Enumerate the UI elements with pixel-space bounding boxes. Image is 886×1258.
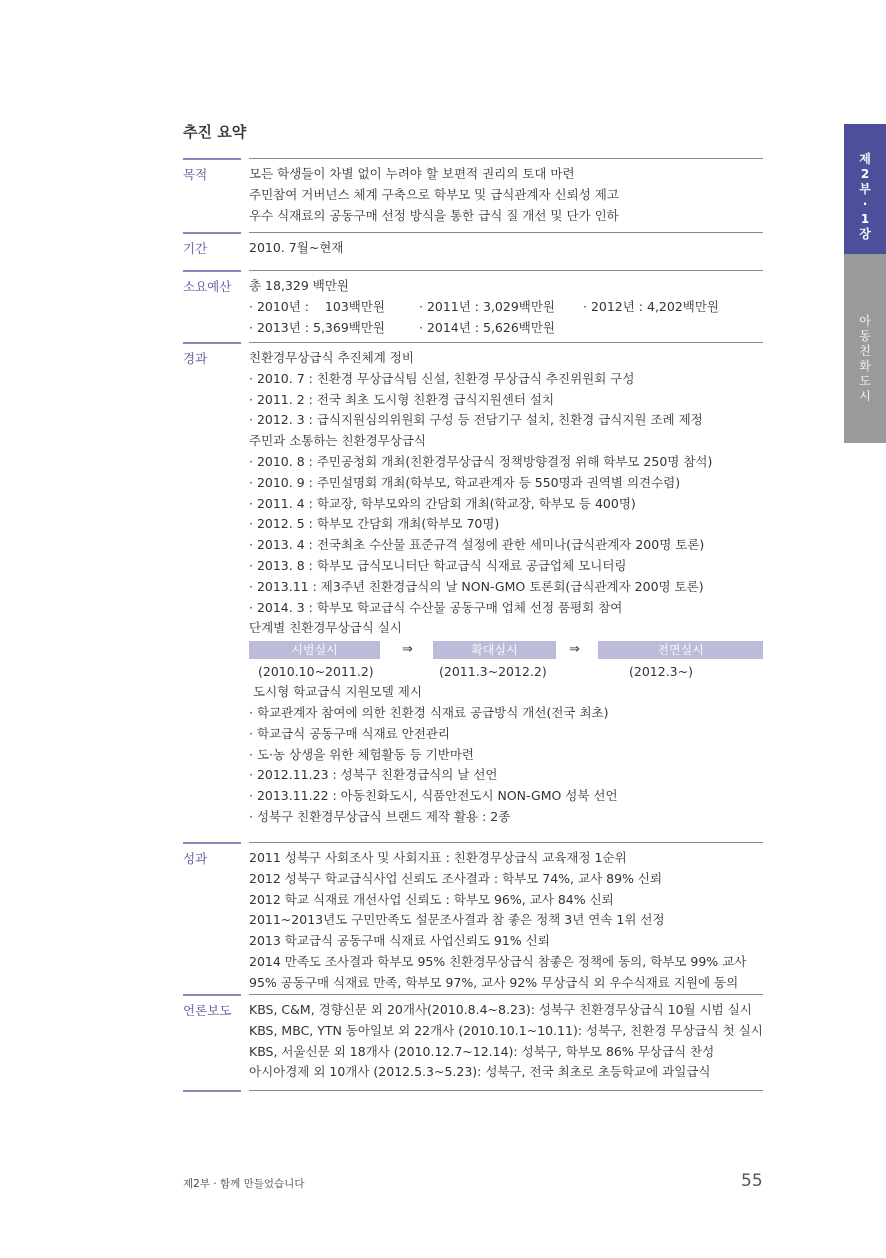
phase-arrow: ⇒ xyxy=(402,642,413,658)
footer-section-title: 제2부 · 함께 만들었습니다 xyxy=(183,1178,305,1190)
label-rule xyxy=(183,842,241,844)
tab-char: 1 xyxy=(860,212,870,226)
section-label: 목적 xyxy=(183,167,208,182)
budget-item: · 2012년 : 4,202백만원 xyxy=(583,298,720,314)
tab-char: 동 xyxy=(859,329,871,343)
page-number: 55 xyxy=(741,1171,763,1191)
content-rule xyxy=(249,342,763,343)
content-rule xyxy=(249,994,763,995)
tab-char: 아 xyxy=(859,314,871,328)
phase-box-full: 전면실시 xyxy=(598,641,763,659)
section-content xyxy=(249,276,763,338)
text-line: · 도·농 상생을 위한 체험활동 등 기반마련 xyxy=(249,746,474,762)
content-rule xyxy=(249,1090,763,1091)
text-line: · 2010. 7 : 친환경 무상급식팀 신설, 친환경 무상급식 추진위원회 구성 xyxy=(249,370,635,386)
text-line: · 2012. 5 : 학부모 간담회 개최(학부모 70명) xyxy=(249,516,500,532)
text-line: · 2011. 4 : 학교장, 학부모와의 간담회 개최(학교장, 학부모 등 400명) xyxy=(249,495,636,511)
text-line: · 학교관계자 참여에 의한 친환경 식재료 공급방식 개선(전국 최초) xyxy=(249,704,609,720)
tab-char: 화 xyxy=(859,359,871,373)
text-line: 주민과 소통하는 친환경무상급식 xyxy=(249,433,426,449)
text-line: 2012 성북구 학교급식사업 신뢰도 조사결과 : 학부모 74%, 교사 89% 신뢰 xyxy=(249,870,663,886)
content-rule xyxy=(249,158,763,159)
text-line: 2013 학교급식 공동구매 식재료 사업신뢰도 91% 신뢰 xyxy=(249,933,550,949)
label-rule xyxy=(183,994,241,996)
text-line: · 학교급식 공동구매 식재료 안전관리 xyxy=(249,725,450,741)
budget-total: 총 18,329 백만원 xyxy=(249,278,349,293)
text-line: 모든 학생들이 차별 없이 누려야 할 보편적 권리의 토대 마련 xyxy=(249,166,575,181)
text-line: 아시아경제 외 10개사 (2012.5.3~5.23): 성북구, 전국 최초로 초등학교에 과일급식 xyxy=(249,1064,711,1080)
text-line: · 2010. 8 : 주민공청회 개최(친환경무상급식 정책방향결정 위해 학부모 250명 참석) xyxy=(249,453,713,469)
tab-char: 시 xyxy=(859,389,871,403)
section-content xyxy=(249,1000,763,1083)
section-label: 소요예산 xyxy=(183,279,232,294)
label-rule xyxy=(183,270,241,272)
chapter-tab-active[interactable] xyxy=(844,124,886,254)
text-line: KBS, MBC, YTN 동아일보 외 22개사 (2010.10.1~10.11): 성북구, 친환경 무상급식 첫 실시 xyxy=(249,1022,763,1038)
phase-period: (2010.10~2011.2) xyxy=(258,664,374,680)
text-line: · 2013. 8 : 학부모 급식모니터단 학교급식 식재료 공급업체 모니터링 xyxy=(249,557,627,573)
tab-char: 도 xyxy=(859,374,871,388)
phase-diagram xyxy=(249,641,763,661)
content-rule xyxy=(249,232,763,233)
content-rule xyxy=(249,842,763,843)
text-line: 우수 식재료의 공동구매 선정 방식을 통한 급식 질 개선 및 단가 인하 xyxy=(249,207,619,223)
label-rule xyxy=(183,232,241,234)
text-line: · 2013. 4 : 전국최초 수산물 표준규격 설정에 관한 세미나(급식관계자 200명 토론) xyxy=(249,537,705,553)
section-content xyxy=(249,164,763,226)
tab-char: · xyxy=(862,197,868,211)
text-line: 단계별 친환경무상급식 실시 xyxy=(249,620,402,636)
text-line: 2014 만족도 조사결과 학부모 95% 친환경무상급식 참좋은 정책에 동의, 학부모 99% 교사 xyxy=(249,953,747,969)
text-line: · 2013.11 : 제3주년 친환경급식의 날 NON-GMO 토론회(급식관계자 200명 토론) xyxy=(249,578,704,594)
label-rule xyxy=(183,342,241,344)
section-label: 기간 xyxy=(183,241,208,256)
label-rule xyxy=(183,158,241,160)
text-line: · 성북구 친환경무상급식 브랜드 제작 활용 : 2종 xyxy=(249,808,511,824)
tab-char: 친 xyxy=(859,344,871,358)
budget-item: · 2013년 : 5,369백만원 xyxy=(249,319,386,335)
text-line: 주민참여 거버넌스 체계 구축으로 학부모 및 급식관계자 신뢰성 제고 xyxy=(249,186,619,202)
section-label: 경과 xyxy=(183,351,208,366)
text-line: · 2014. 3 : 학부모 학교급식 수산물 공동구매 업체 선정 품평회 참여 xyxy=(249,599,623,615)
phase-box-pilot: 시범실시 xyxy=(249,641,380,659)
text-line: 2012 학교 식재료 개선사업 신뢰도 : 학부모 96%, 교사 84% 신뢰 xyxy=(249,891,614,907)
text-line: · 2012.11.23 : 성북구 친환경급식의 날 선언 xyxy=(249,767,498,783)
phase-period: (2011.3~2012.2) xyxy=(439,664,547,680)
text-line: · 2012. 3 : 급식지원심의위원회 구성 등 전담기구 설치, 친환경 급식지원 조례 제정 xyxy=(249,412,703,428)
text-line: 도시형 학교급식 지원모델 제시 xyxy=(253,684,422,700)
budget-item: · 2010년 : 103백만원 xyxy=(249,298,385,314)
tab-char: 부 xyxy=(859,182,871,196)
section-content xyxy=(249,348,763,828)
chapter-tab-label xyxy=(844,254,886,404)
phase-arrow: ⇒ xyxy=(569,642,580,658)
tab-char: 장 xyxy=(859,227,871,241)
content-rule xyxy=(249,270,763,271)
budget-row xyxy=(249,318,763,339)
page-title: 추진 요약 xyxy=(183,123,247,141)
text-line: KBS, C&M, 경향신문 외 20개사(2010.8.4~8.23): 성북구 친환경무상급식 10월 시범 실시 xyxy=(249,1002,752,1017)
section-content xyxy=(249,238,763,259)
text-line: 95% 공동구매 식재료 만족, 학부모 97%, 교사 92% 무상급식 외 우수식재료 지원에 동의 xyxy=(249,974,739,990)
budget-item: · 2011년 : 3,029백만원 xyxy=(419,298,556,314)
text-line: 2011 성북구 사회조사 및 사회지표 : 친환경무상급식 교육재정 1순위 xyxy=(249,850,627,865)
tab-char: 2 xyxy=(860,167,870,181)
budget-row xyxy=(249,297,763,318)
tab-char: 제 xyxy=(859,152,871,166)
section-label: 언론보도 xyxy=(183,1003,232,1018)
section-label: 성과 xyxy=(183,851,208,866)
chapter-tab-child-friendly-city[interactable] xyxy=(844,254,886,443)
text-line: · 2011. 2 : 전국 최초 도시형 친환경 급식지원센터 설치 xyxy=(249,391,555,407)
label-rule xyxy=(183,1090,241,1092)
phase-box-expansion: 확대실시 xyxy=(433,641,556,659)
text-line: 친환경무상급식 추진체계 정비 xyxy=(249,350,414,365)
text-line: 2010. 7월~현재 xyxy=(249,240,344,255)
phase-periods xyxy=(249,662,763,682)
text-line: · 2010. 9 : 주민설명회 개최(학부모, 학교관계자 등 550명과 권역별 의견수렴) xyxy=(249,474,681,490)
text-line: · 2013.11.22 : 아동친화도시, 식품안전도시 NON-GMO 성북 선언 xyxy=(249,788,618,804)
text-line: 2011~2013년도 구민만족도 설문조사결과 참 좋은 정책 3년 연속 1위 선정 xyxy=(249,912,665,928)
section-content xyxy=(249,848,763,994)
budget-item: · 2014년 : 5,626백만원 xyxy=(419,319,556,335)
phase-period: (2012.3~) xyxy=(629,664,693,680)
text-line: KBS, 서울신문 외 18개사 (2010.12.7~12.14): 성북구, 학부모 86% 무상급식 찬성 xyxy=(249,1043,715,1059)
chapter-tab-label xyxy=(844,124,886,242)
